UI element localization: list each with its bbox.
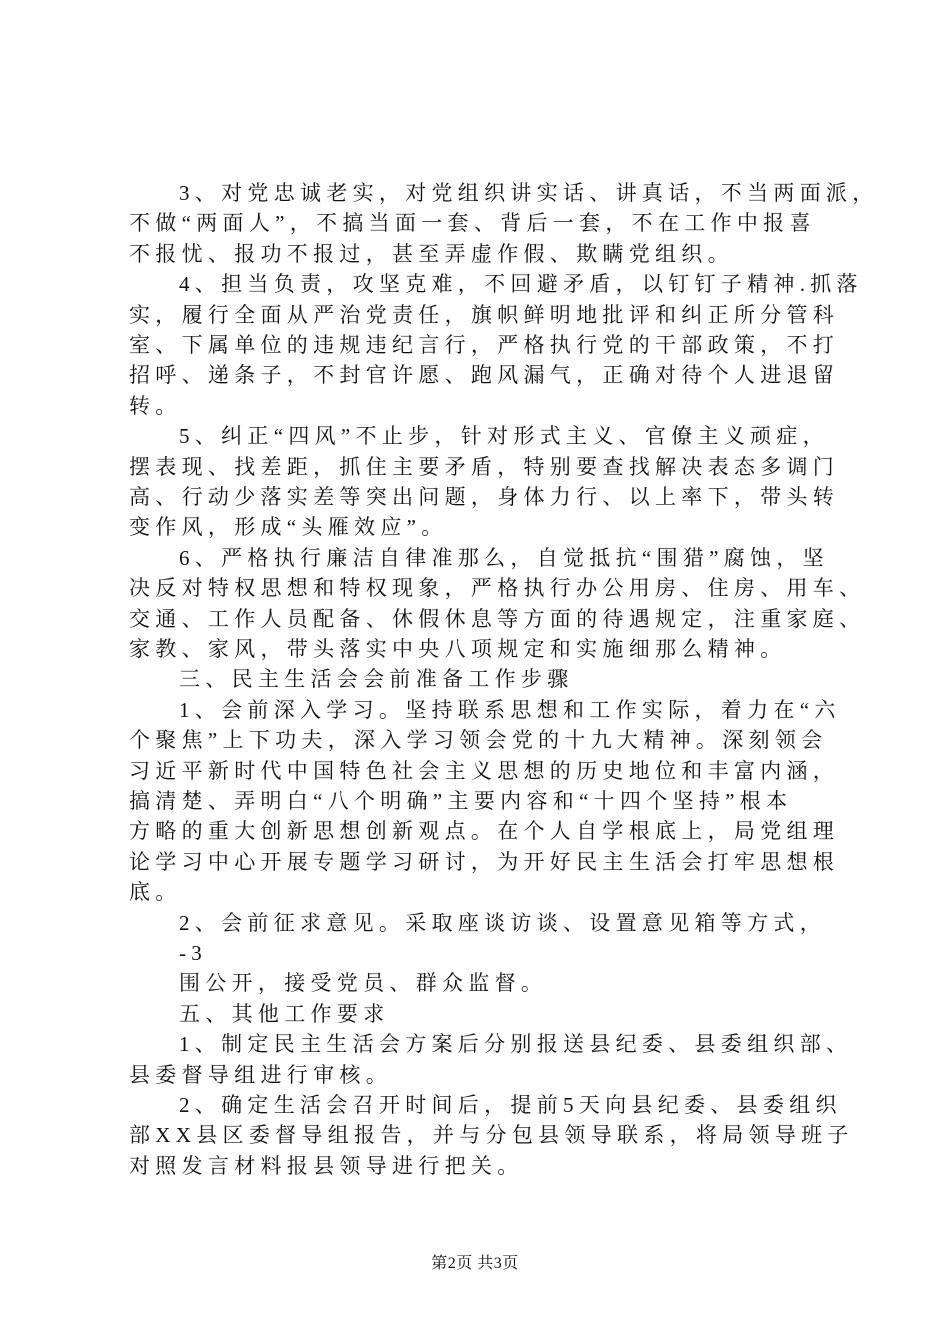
- text-line: 1、会前深入学习。坚持联系思想和工作实际，着力在“六: [179, 697, 841, 722]
- text-line: 底。: [129, 880, 182, 905]
- text-line: 不报忧、报功不报过，甚至弄虚作假、欺瞒党组织。: [129, 241, 734, 266]
- text-line: 对照发言材料报县领导进行把关。: [129, 1153, 524, 1178]
- text-line: 搞清楚、弄明白“八个明确”主要内容和“十四个坚持”根本: [129, 789, 793, 813]
- text-line: 论学习中心开展专题学习研讨，为开好民主生活会打牢思想根: [129, 849, 840, 874]
- text-line: 围公开，接受党员、群众监督。: [179, 971, 548, 996]
- text-line: 1、制定民主生活会方案后分别报送县纪委、县委组织部、: [179, 1032, 853, 1057]
- text-line: 部XX县区委督导组报告，并与分包县领导联系，将局领导班子: [129, 1123, 854, 1148]
- text-line: 县委督导组进行审核。: [129, 1062, 392, 1087]
- text-line: 家教、家风，带头落实中央八项规定和实施细那么精神。: [129, 637, 787, 661]
- text-line: 招呼、递条子，不封官许愿、跑风漏气，正确对待个人进退留: [129, 363, 840, 388]
- text-line: 3、对党忠诚老实，对党组织讲实话、讲真话，不当两面派，: [179, 181, 879, 205]
- text-line: 方略的重大创新思想创新观点。在个人自学根底上，局党组理: [129, 819, 840, 844]
- text-line: 个聚焦”上下功夫，深入学习领会党的十九大精神。深刻领会: [129, 728, 828, 753]
- text-line: 三、民主生活会会前准备工作步骤: [179, 667, 574, 692]
- text-line: 不做“两面人”，不搞当面一套、背后一套，不在工作中报喜: [129, 211, 816, 236]
- text-line: 变作风，形成“头雁效应”。: [129, 515, 448, 540]
- text-line: 室、下属单位的违规违纪言行，严格执行党的干部政策，不打: [129, 333, 840, 357]
- page-footer: 第2页 共3页: [431, 1255, 519, 1272]
- text-line: 5、纠正“四风”不止步，针对形式主义、官僚主义顽症，: [179, 424, 829, 449]
- text-line: 实，履行全面从严治党责任，旗帜鲜明地批评和纠正所分管科: [129, 302, 840, 327]
- text-line: 五、其他工作要求: [179, 1001, 390, 1026]
- text-line: 2、会前征求意见。采取座谈访谈、设置意见箱等方式，: [179, 910, 826, 935]
- text-line: 2、确定生活会召开时间后，提前5天向县纪委、县委组织: [179, 1093, 842, 1117]
- text-line: 交通、工作人员配备、休假休息等方面的待遇规定，注重家庭、: [129, 606, 866, 631]
- text-line: 高、行动少落实差等突出问题，身体力行、以上率下，带头转: [129, 485, 840, 509]
- text-line: 6、严格执行廉洁自律准那么，自觉抵抗“围猎”腐蚀，坚: [179, 545, 829, 570]
- text-line: 4、担当负责，攻坚克难，不回避矛盾，以钉钉子精神.抓落: [179, 272, 863, 297]
- text-line: 转。: [129, 393, 182, 418]
- text-line: 摆表现、找差距，抓住主要矛盾，特别要查找解决表态多调门: [129, 454, 840, 479]
- text-line: 习近平新时代中国特色社会主义思想的历史地位和丰富内涵，: [129, 758, 840, 783]
- text-line: 决反对特权思想和特权现象，严格执行办公用房、住房、用车、: [129, 576, 866, 601]
- text-line: -3: [179, 941, 208, 965]
